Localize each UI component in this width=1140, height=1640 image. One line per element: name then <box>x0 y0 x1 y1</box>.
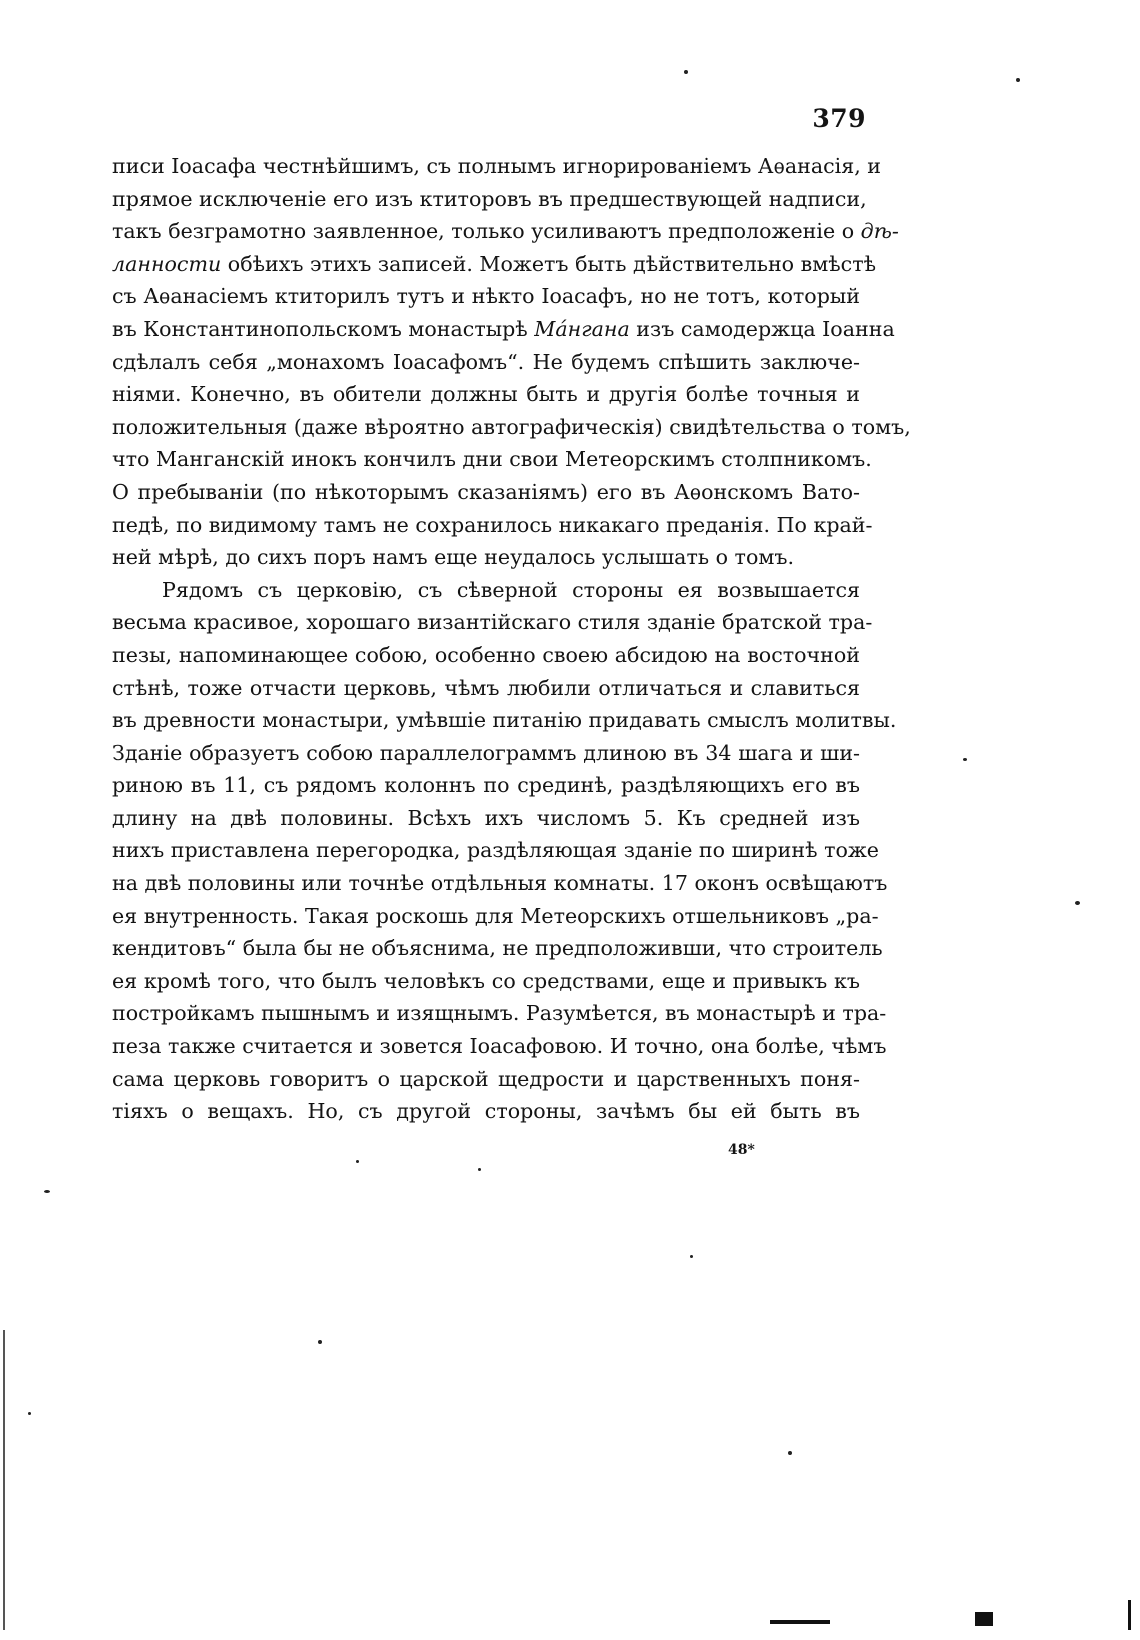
scan-speck <box>356 1160 359 1163</box>
text-line: писи Іоасафа честнѣйшимъ, съ полнымъ игнорированіемъ Аѳанасія, и <box>112 154 882 178</box>
text-line: постройкамъ пышнымъ и изящнымъ. Разумѣется, въ монастырѣ и тра- <box>112 1001 887 1026</box>
text-line: ней мѣрѣ, до сихъ поръ намъ еще неудалось услышать о томъ. <box>112 545 795 570</box>
text-line: ея внутренность. Такая роскошь для Метеорскихъ отшельниковъ „ра- <box>112 903 879 928</box>
text-line: сама церковь говоритъ о царской щедрости и царственныхъ поня- <box>112 1066 860 1091</box>
scan-speck <box>318 1340 322 1344</box>
text-line: ея кромѣ того, что былъ человѣкъ со средствами, еще и привыкъ къ <box>112 968 860 993</box>
scan-bottom-mark <box>1128 1600 1131 1630</box>
scan-edge-line <box>3 1330 5 1630</box>
text-line: нихъ приставлена перегородка, раздѣляющая зданіе по ширинѣ тоже <box>112 838 879 863</box>
text-line: тіяхъ о вещахъ. Но, съ другой стороны, зачѣмъ бы ей быть въ <box>112 1099 860 1124</box>
text-line: въ Константинопольскомъ монастырѣ Мáнгана изъ самодержца Іоанна <box>112 316 895 341</box>
text-line: Рядомъ съ церковію, съ сѣверной стороны ея возвышается <box>162 577 860 602</box>
text-line: положительныя (даже вѣроятно автографическія) свидѣтельства о томъ, <box>112 414 911 439</box>
scan-speck <box>684 70 688 74</box>
text-line: педѣ, по видимому тамъ не сохранилось никакаго преданія. По край- <box>112 512 873 537</box>
text-line: прямое исключеніе его изъ ктиторовъ въ предшествующей надписи, <box>112 186 867 211</box>
text-line: ланности обѣихъ этихъ записей. Можетъ быть дѣйствительно вмѣстѣ <box>112 251 877 276</box>
text-line: пеза также считается и зовется Іоасафовою. И точно, она болѣе, чѣмъ <box>112 1034 887 1059</box>
signature-mark: 48* <box>728 1142 755 1158</box>
page-number: 379 <box>812 104 866 133</box>
text-line: ніями. Конечно, въ обители должны быть и другія болѣе точныя и <box>112 382 860 407</box>
text-line: что Манганскій инокъ кончилъ дни свои Метеорскимъ столпникомъ. <box>112 447 872 472</box>
text-line: кендитовъ“ была бы не объяснима, не предположивши, что строитель <box>112 936 883 961</box>
scan-speck <box>788 1451 792 1455</box>
text-line: весьма красивое, хорошаго византійскаго стиля зданіе братской тра- <box>112 610 873 635</box>
scan-speck <box>44 1190 50 1193</box>
text-line: съ Аѳанасіемъ ктиторилъ тутъ и нѣкто Іоасафъ, но не тотъ, который <box>112 284 860 309</box>
text-line: въ древности монастыри, умѣвшіе питанію придавать смыслъ молитвы. <box>112 708 897 733</box>
text-line: длину на двѣ половины. Всѣхъ ихъ числомъ 5. Къ средней изъ <box>112 805 860 830</box>
scan-speck <box>1075 901 1080 905</box>
text-line: сдѣлалъ себя „монахомъ Іоасафомъ“. Не будемъ спѣшить заключе- <box>112 349 860 374</box>
scan-bottom-mark <box>770 1620 830 1624</box>
text-line: риною въ 11, съ рядомъ колоннъ по срединѣ, раздѣляющихъ его въ <box>112 773 860 798</box>
scan-speck <box>690 1255 693 1258</box>
text-line: О пребываніи (по нѣкоторымъ сказаніямъ) его въ Аѳонскомъ Вато- <box>112 479 860 504</box>
scan-speck <box>1016 78 1020 82</box>
text-line: стѣнѣ, тоже отчасти церковь, чѣмъ любили отличаться и славиться <box>112 675 860 700</box>
scan-speck <box>28 1412 31 1415</box>
scan-bottom-mark <box>975 1612 993 1626</box>
text-line: Зданіе образуетъ собою параллелограммъ длиною въ 34 шага и ши- <box>112 740 860 765</box>
body-text <box>112 150 911 1128</box>
text-line: такъ безграмотно заявленное, только усиливаютъ предположеніе о дѣ- <box>112 219 899 244</box>
scan-speck <box>963 758 967 761</box>
scan-speck <box>478 1168 481 1171</box>
text-line: на двѣ половины или точнѣе отдѣльныя комнаты. 17 оконъ освѣщаютъ <box>112 871 888 896</box>
text-line: пезы, напоминающее собою, особенно своею абсидою на восточной <box>112 642 860 667</box>
